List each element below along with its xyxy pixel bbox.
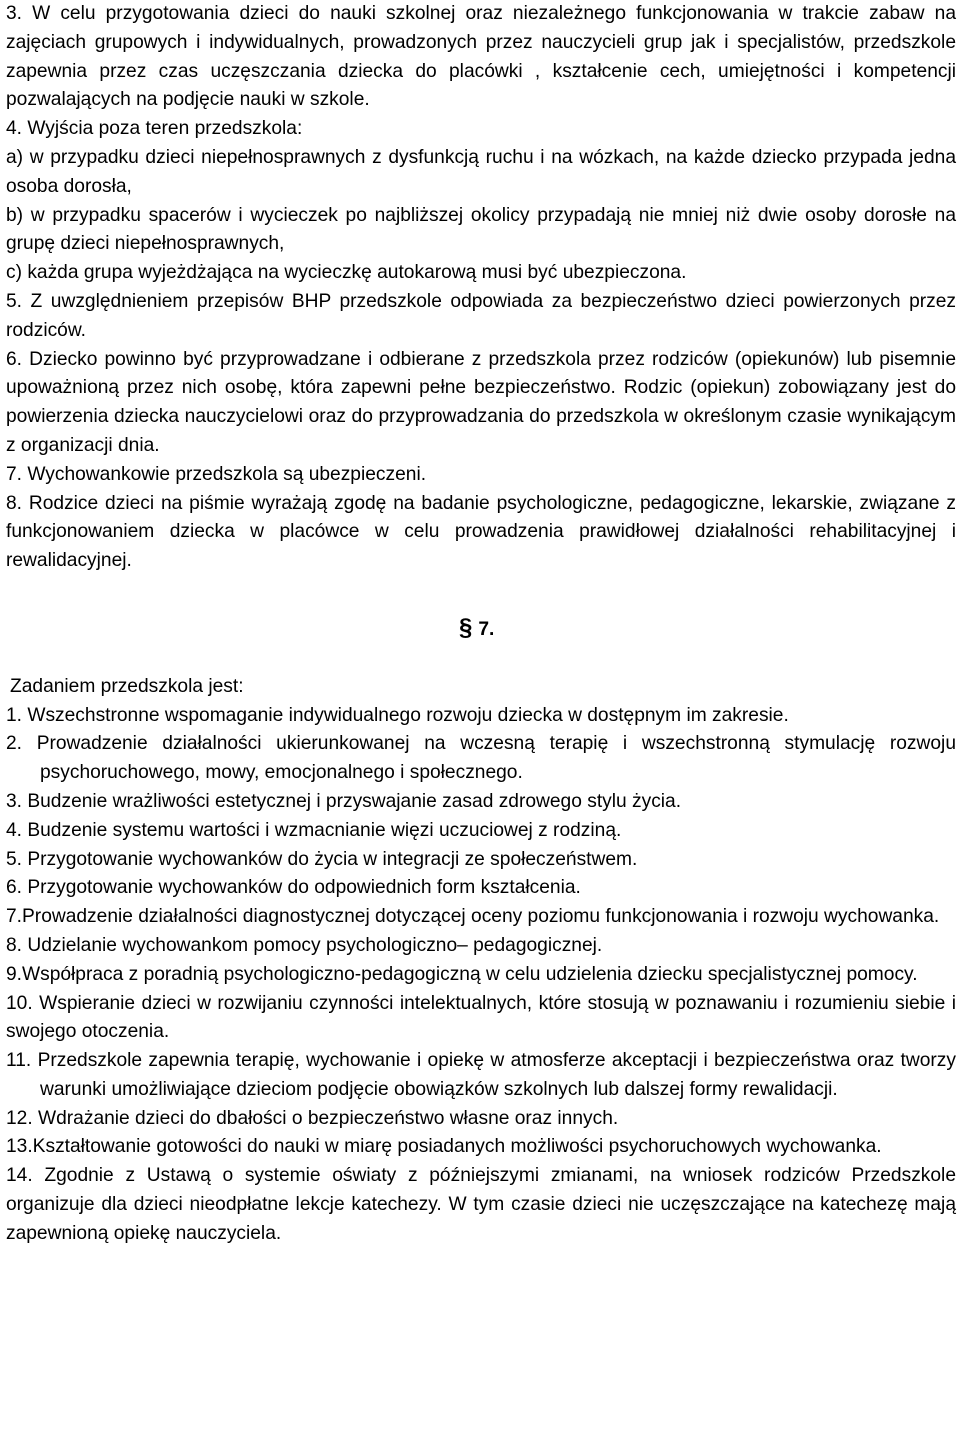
task-item-6: 6. Przygotowanie wychowanków do odpowiednich form kształcenia. [6, 877, 581, 899]
task-item-5: 5. Przygotowanie wychowanków do życia w integracji ze społeczeństwem. [6, 848, 638, 870]
task-item-13: 13.Kształtowanie gotowości do nauki w miarę posiadanych możliwości psychoruchowych wychowanka. [6, 1136, 882, 1158]
paragraph-4c: c) każda grupa wyjeżdżająca na wycieczkę autokarową musi być ubezpieczona. [6, 262, 687, 284]
paragraph-4-heading: 4. Wyjścia poza teren przedszkola: [6, 118, 303, 140]
section-heading [6, 614, 956, 645]
section-number: 7. [478, 618, 495, 640]
section-symbol: § [459, 613, 473, 641]
task-item-10: 10. Wspieranie dzieci w rozwijaniu czynności intelektualnych, które stosują w poznawaniu i rozumieniu siebie i swojego otoczenia. [6, 992, 956, 1043]
task-item-4: 4. Budzenie systemu wartości i wzmacnianie więzi uczuciowej z rodziną. [6, 819, 622, 841]
task-item-1: 1. Wszechstronne wspomaganie indywidualnego rozwoju dziecka w dostępnym im zakresie. [6, 704, 789, 726]
paragraph-6: 6. Dziecko powinno być przyprowadzane i odbierane z przedszkola przez rodziców (opiekunów) lub pisemnie upoważnioną przez nich osobę, która zapewni pełne bezpieczeństwo. Rodzic (opiekun) zobowiązany jest do powierzenia dziecka nauczycielowi oraz do przyprowadzania do przedszkola w określonym czasie wynikającym z organizacji dnia. [6, 348, 956, 456]
paragraph-7: 7. Wychowankowie przedszkola są ubezpieczeni. [6, 463, 427, 485]
paragraph-8: 8. Rodzice dzieci na piśmie wyrażają zgodę na badanie psychologiczne, pedagogiczne, lekarskie, związane z funkcjonowaniem dziecka w placówce w celu prowadzenia prawidłowej działalności rehabilitacyjnej i rewalidacyjnej. [6, 492, 956, 572]
task-item-14: 14. Zgodnie z Ustawą o systemie oświaty z późniejszymi zmianami, na wniosek rodziców Przedszkole organizuje dla dzieci nieodpłatne lekcje katechezy. W tym czasie dzieci nie uczęszczające na katechezę mają zapewnioną opiekę nauczyciela. [6, 1165, 956, 1244]
paragraph-3: 3. W celu przygotowania dzieci do nauki szkolnej oraz niezależnego funkcjonowania w trakcie zabaw na zajęciach grupowych i indywidualnych, prowadzonych przez nauczycieli grup jak i specjalistów, przedszkole zapewnia przez czas uczęszczania dziecka do placówki , kształcenie cech, umiejętności i kompetencji pozwalających na podjęcie nauki w szkole. [6, 3, 956, 111]
paragraph-5: 5. Z uwzględnieniem przepisów BHP przedszkole odpowiada za bezpieczeństwo dzieci powierzonych przez rodziców. [6, 290, 956, 341]
document-page [6, 0, 956, 1249]
task-item-2: 2. Prowadzenie działalności ukierunkowanej na wczesną terapię i wszechstronną stymulację rozwoju psychoruchowego, mowy, emocjonalnego i społecznego. [6, 733, 956, 784]
task-item-8: 8. Udzielanie wychowankom pomocy psychologiczno– pedagogicznej. [6, 934, 603, 956]
task-item-12: 12. Wdrażanie dzieci do dbałości o bezpieczeństwo własne oraz innych. [6, 1107, 619, 1129]
task-item-7: 7.Prowadzenie działalności diagnostycznej dotyczącej oceny poziomu funkcjonowania i rozwoju wychowanka. [6, 906, 940, 928]
task-item-3: 3. Budzenie wrażliwości estetycznej i przyswajanie zasad zdrowego stylu życia. [6, 790, 682, 812]
tasks-intro: Zadaniem przedszkola jest: [10, 675, 244, 697]
task-item-11: 11. Przedszkole zapewnia terapię, wychowanie i opiekę w atmosferze akceptacji i bezpieczeństwa oraz tworzy warunki umożliwiające dzieciom podjęcie obowiązków szkolnych lub dalszej formy rewalidacji. [6, 1050, 956, 1100]
task-item-9: 9.Współpraca z poradnią psychologiczno-pedagogiczną w celu udzielenia dziecku specjalistycznej pomocy. [6, 963, 918, 985]
paragraph-4b: b) w przypadku spacerów i wycieczek po najbliższej okolicy przypadają nie mniej niż dwie osoby dorosłe na grupę dzieci niepełnosprawnych, [6, 204, 956, 255]
paragraph-4a: a) w przypadku dzieci niepełnosprawnych z dysfunkcją ruchu i na wózkach, na każde dziecko przypada jedna osoba dorosła, [6, 146, 956, 197]
